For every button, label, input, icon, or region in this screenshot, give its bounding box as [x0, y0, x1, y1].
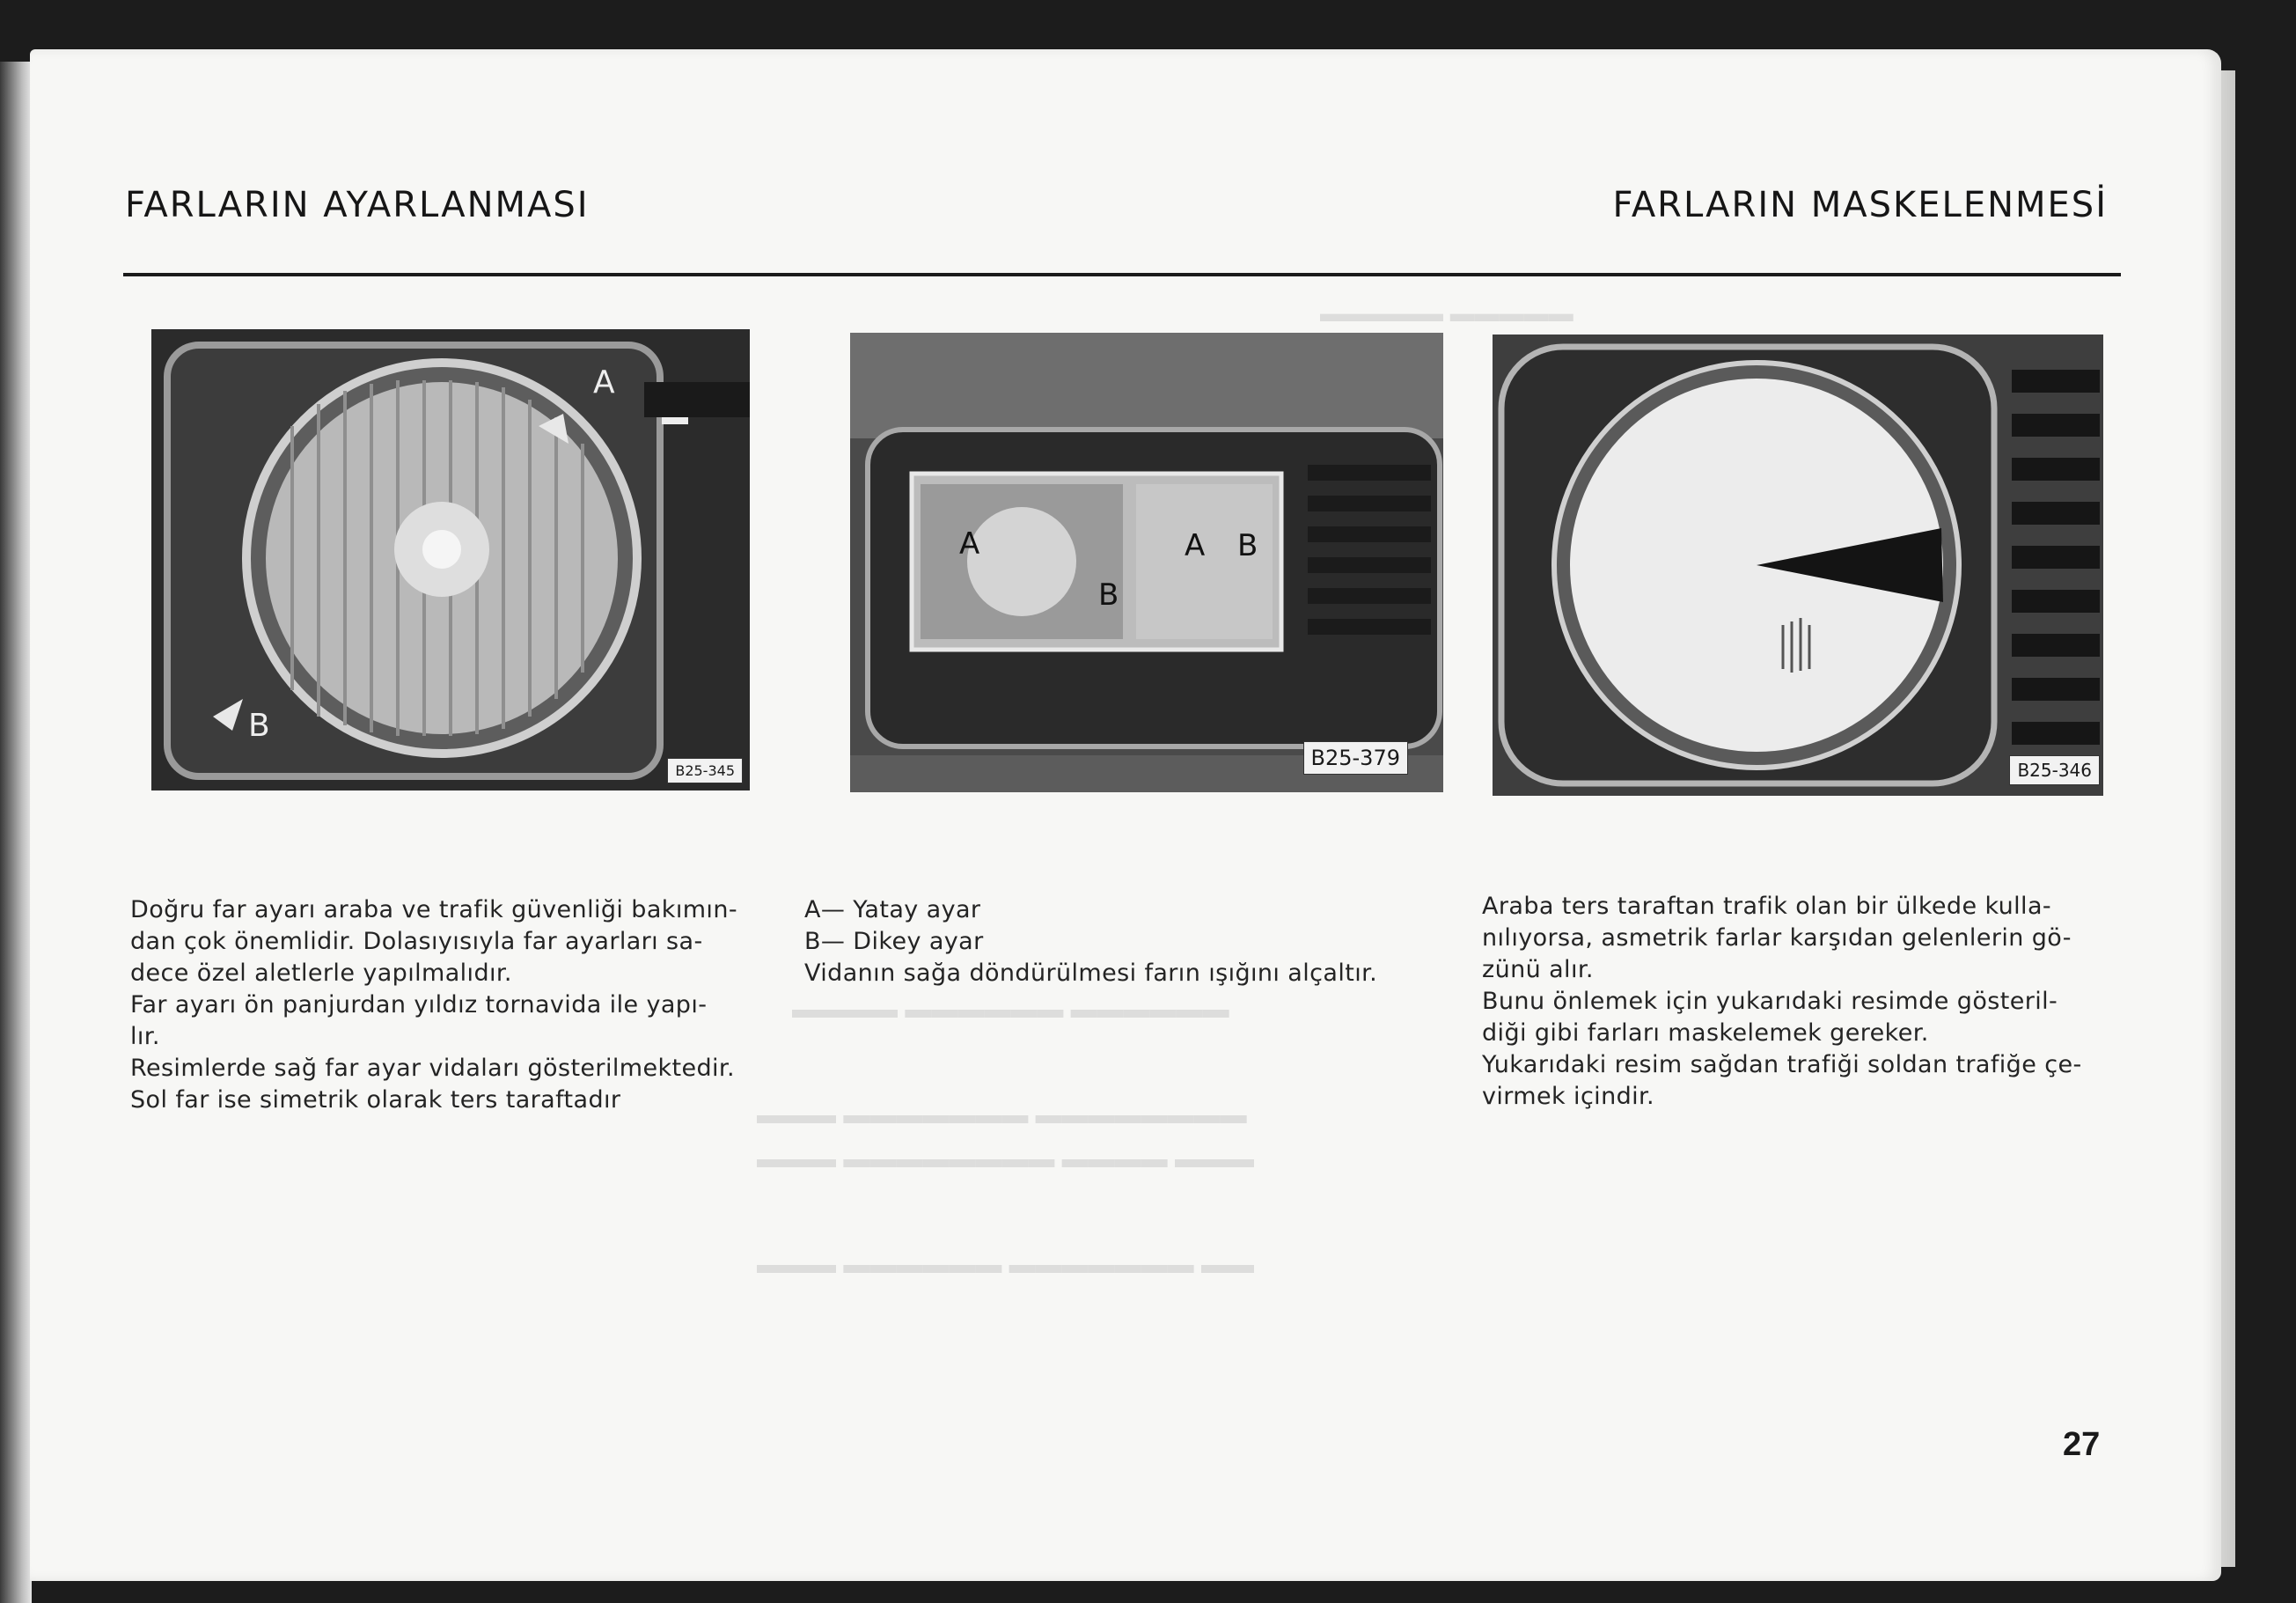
bleed-through-text: ▬▬▬ ▬▬▬▬▬▬ ▬▬▬▬▬▬▬ ▬▬: [757, 1250, 1255, 1279]
book-binding: [0, 62, 32, 1603]
text-line: B— Dikey ayar: [804, 928, 984, 955]
text-line: Araba ters taraftan trafik olan bir ülkede kulla-: [1482, 893, 2052, 920]
section-title-right: FARLARIN MASKELENMESİ: [1612, 185, 2108, 225]
section-title-left: FARLARIN AYARLANMASI: [125, 185, 590, 225]
text-line: Far ayarı ön panjurdan yıldız tornavida ile yapı-: [130, 991, 708, 1018]
text-line: zünü alır.: [1482, 956, 1594, 983]
headlamp-image: [850, 333, 1443, 792]
text-line: dece özel aletlerle yapılmalıdır.: [130, 960, 512, 987]
header-rule: [123, 273, 2121, 276]
photo-code: B25-346: [2009, 755, 2100, 785]
marker-label: B: [248, 708, 270, 744]
text-line: Yukarıdaki resim sağdan trafiği soldan trafiğe çe-: [1482, 1051, 2082, 1078]
text-column-right: [1482, 891, 2082, 1113]
headlamp-image: [1493, 335, 2103, 796]
text-line: nılıyorsa, asmetrik farlar karşıdan gelenlerin gö-: [1482, 924, 2072, 952]
photo-round-headlamp: [151, 329, 750, 790]
text-line: diği gibi farları maskelemek gereker.: [1482, 1019, 1929, 1047]
marker-label: B: [1237, 528, 1258, 563]
photo-code: B25-345: [667, 758, 743, 783]
text-column-left: [130, 894, 737, 1116]
marker-label: B: [1098, 577, 1119, 613]
manual-page: [30, 49, 2221, 1581]
text-line: Resimlerde sağ far ayar vidaları gösterilmektedir.: [130, 1055, 735, 1082]
bleed-through-text: ▬▬▬ ▬▬▬▬▬▬▬ ▬▬▬▬▬▬▬▬: [757, 1100, 1247, 1129]
marker-label: A: [959, 526, 980, 562]
photo-code: B25-379: [1303, 741, 1408, 775]
text-line: virmek içindir.: [1482, 1083, 1655, 1110]
bleed-through-text: ▬▬▬▬ ▬▬▬▬▬▬ ▬▬▬▬▬▬: [792, 995, 1229, 1024]
text-line: A— Yatay ayar: [804, 896, 981, 923]
page-number: 27: [2063, 1426, 2101, 1463]
text-line: dan çok önemlidir. Dolasıyısıyla far ayarları sa-: [130, 928, 703, 955]
headlamp-image: [151, 329, 750, 790]
text-line: Bunu önlemek için yukarıdaki resimde gösteril-: [1482, 988, 2058, 1015]
photo-rect-headlamp: [850, 333, 1443, 792]
text-column-middle: [804, 894, 1377, 989]
marker-label: A: [593, 364, 615, 401]
text-line: Sol far ise simetrik olarak ters taraftadır: [130, 1086, 621, 1114]
marker-label: A: [1185, 528, 1206, 563]
bleed-through-text: ▬▬▬▬▬ ▬▬▬▬▬: [1320, 299, 1573, 327]
text-line: lır.: [130, 1023, 160, 1050]
text-line: Doğru far ayarı araba ve trafik güvenliği bakımın-: [130, 896, 737, 923]
photo-masked-headlamp: [1493, 335, 2103, 796]
text-line: Vidanın sağa döndürülmesi farın ışığını alçaltır.: [804, 960, 1378, 987]
bleed-through-text: ▬▬▬ ▬▬▬▬▬▬▬▬ ▬▬▬▬ ▬▬▬: [757, 1144, 1255, 1173]
